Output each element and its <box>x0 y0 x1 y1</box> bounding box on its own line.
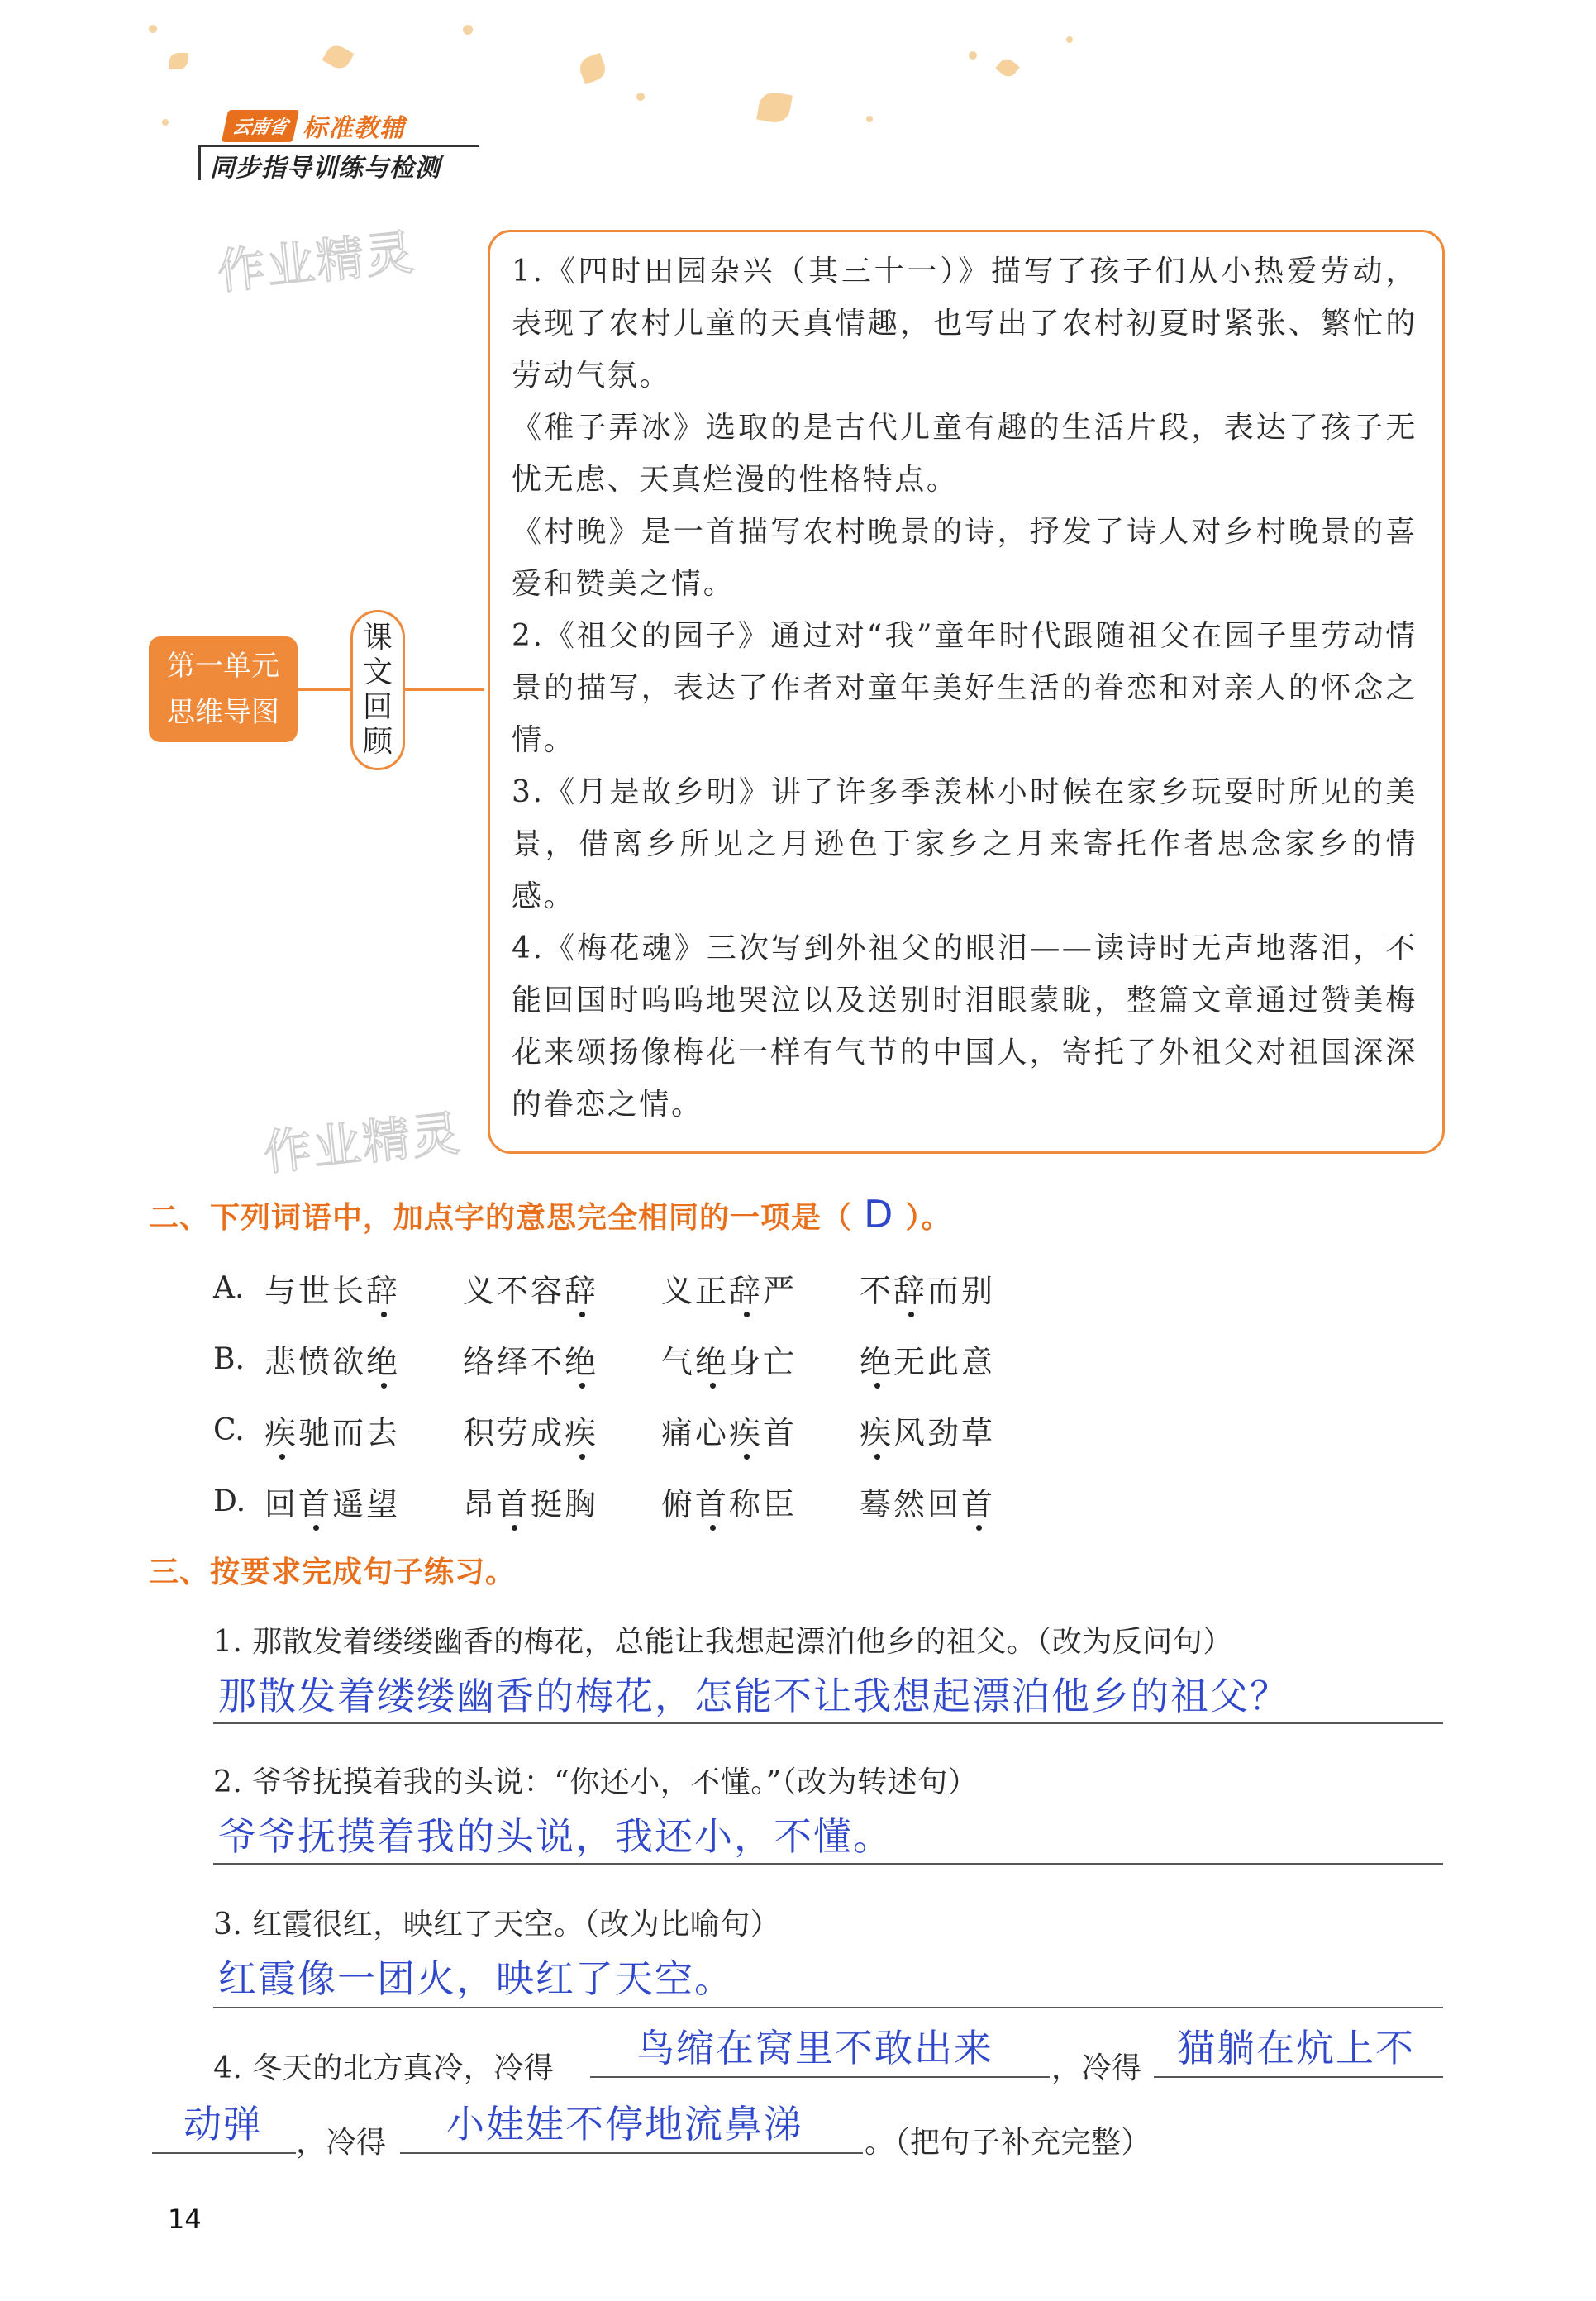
option-word <box>860 1408 1058 1453</box>
word-part: 悲愤欲 <box>264 1343 367 1380</box>
question-2: 2. 爷爷抚摸着我的头说：“你还小，不懂。”（改为转述句） <box>213 1765 979 1799</box>
option-row <box>213 1263 1058 1312</box>
answer-1: 那散发着缕缕幽香的梅花，怎能不让我想起漂泊他乡的祖父？ <box>218 1674 1289 1718</box>
dotted-character: 疾 <box>860 1408 893 1453</box>
dotted-character: 辞 <box>893 1265 927 1311</box>
option-word <box>661 1265 860 1311</box>
dotted-character: 疾 <box>565 1408 598 1453</box>
header-rule-bar <box>198 147 201 180</box>
word-part: 不 <box>860 1272 894 1309</box>
question-4-end: 。（把句子补充完整） <box>865 2126 1152 2160</box>
word-part: 昂 <box>463 1485 498 1522</box>
option-word <box>860 1479 1058 1524</box>
option-word <box>264 1336 463 1382</box>
word-part: 挺胸 <box>531 1485 599 1522</box>
blank-3-answer: 小娃娃不停地流鼻涕 <box>446 2102 803 2146</box>
section3-title: 三、按要求完成句子练习。 <box>149 1555 517 1589</box>
dotted-character: 绝 <box>695 1336 729 1382</box>
dot-decoration <box>636 93 645 101</box>
section2-title-end: ）。 <box>905 1201 952 1235</box>
dotted-character: 疾 <box>729 1408 763 1453</box>
blank-3-line <box>400 2152 863 2154</box>
word-part: 蓦然回 <box>860 1485 962 1522</box>
option-letter: B. <box>213 1341 245 1376</box>
dot-decoration <box>162 119 169 126</box>
option-word <box>661 1336 860 1382</box>
leaf-decoration <box>322 41 355 73</box>
word-part: 而别 <box>927 1272 996 1309</box>
option-letter: A. <box>213 1270 245 1305</box>
branch-char: 课 <box>362 621 393 655</box>
word-part: 身亡 <box>729 1343 798 1380</box>
section2-title-text: 二、下列词语中，加点字的意思完全相同的一项是（ <box>149 1201 853 1235</box>
option-word <box>860 1336 1058 1382</box>
answer-2: 爷爷抚摸着我的头说，我还小，不懂。 <box>218 1814 893 1859</box>
unit-title-line2: 思维导图 <box>167 696 279 729</box>
question-3: 3. 红霞很红，映红了天空。（改为比喻句） <box>213 1908 781 1941</box>
review-paragraph: 2.《祖父的园子》通过对“我”童年时代跟随祖父在园子里劳动情景的描写，表达了作者对童年美好生活的眷恋和对亲人的怀念之情。 <box>512 619 1417 757</box>
option-word <box>661 1479 860 1524</box>
question-4-mid1: ，冷得 <box>1051 2051 1142 2085</box>
page-number: 14 <box>168 2203 202 2235</box>
word-part: 积劳成 <box>463 1414 565 1451</box>
leaf-decoration <box>169 53 188 69</box>
option-word <box>264 1265 463 1311</box>
dot-decoration <box>463 25 473 35</box>
word-part: 风劲草 <box>893 1414 996 1451</box>
word-part: 回 <box>264 1485 299 1522</box>
branch-char: 回 <box>362 690 393 724</box>
question-1: 1. 那散发着缕缕幽香的梅花，总能让我想起漂泊他乡的祖父。（改为反问句） <box>213 1625 1233 1659</box>
branch-lesson-review <box>350 610 405 770</box>
option-row <box>213 1405 1058 1455</box>
blank-2-line <box>1154 2076 1443 2078</box>
dotted-character: 首 <box>961 1479 995 1524</box>
unit-mindmap-title <box>149 636 298 742</box>
option-row <box>213 1476 1058 1526</box>
review-paragraph: 4.《梅花魂》三次写到外祖父的眼泪——读诗时无声地落泪，不能回国时呜呜地哭泣以及送别时泪眼蒙眬，整篇文章通过赞美梅花来颂扬像梅花一样有气节的中国人，寄托了外祖父对祖国深深的眷恋之情。 <box>512 931 1417 1122</box>
word-part: 义不容 <box>463 1272 565 1309</box>
option-row <box>213 1334 1058 1384</box>
word-part: 无此意 <box>893 1343 996 1380</box>
dot-decoration <box>969 51 977 60</box>
dot-decoration <box>1066 36 1073 43</box>
word-part: 俯 <box>661 1485 696 1522</box>
dotted-character: 疾 <box>264 1408 298 1453</box>
leaf-decoration <box>756 90 793 125</box>
leaf-decoration <box>995 55 1020 79</box>
question-4-mid2: ，冷得 <box>296 2126 387 2160</box>
blank-2-line-cont <box>152 2152 296 2154</box>
option-word <box>860 1265 1058 1311</box>
dot-decoration <box>149 25 157 33</box>
dotted-character: 绝 <box>366 1336 400 1382</box>
brand-badge <box>225 109 405 142</box>
dotted-character: 首 <box>497 1479 531 1524</box>
answer-line-2 <box>213 1863 1443 1865</box>
lesson-review-box <box>488 230 1445 1154</box>
word-part: 络绎不 <box>463 1343 565 1380</box>
word-part: 遥望 <box>332 1485 401 1522</box>
dotted-character: 首 <box>298 1479 332 1524</box>
dotted-character: 辞 <box>366 1265 400 1311</box>
word-part: 与世长 <box>264 1272 367 1309</box>
watermark: 作业精灵 <box>260 1104 465 1182</box>
option-letter: C. <box>213 1413 245 1447</box>
word-part: 严 <box>763 1272 798 1309</box>
option-word <box>463 1265 661 1311</box>
review-paragraph: 3.《月是故乡明》讲了许多季羡林小时候在家乡玩耍时所见的美景，借离乡所见之月逊色于家乡之月来寄托作者思念家乡的情感。 <box>512 775 1417 913</box>
leaf-decoration <box>577 53 608 84</box>
dotted-character: 辞 <box>565 1265 598 1311</box>
review-paragraph: 《稚子弄冰》选取的是古代儿童有趣的生活片段，表达了孩子无忧无虑、天真烂漫的性格特点。 <box>512 411 1417 497</box>
word-part: 驰而去 <box>298 1414 401 1451</box>
connector-line <box>405 688 484 691</box>
review-paragraph: 《村晚》是一首描写农村晚景的诗，抒发了诗人对乡村晚景的喜爱和赞美之情。 <box>512 515 1417 601</box>
option-word <box>463 1408 661 1453</box>
dotted-character: 绝 <box>565 1336 598 1382</box>
unit-title-line1: 第一单元 <box>167 650 279 683</box>
option-letter: D. <box>213 1484 246 1518</box>
brand-name: 标准教辅 <box>303 114 406 143</box>
blank-1-answer: 鸟缩在窝里不敢出来 <box>636 2026 993 2070</box>
branch-char: 文 <box>362 655 393 689</box>
section2-answer: D <box>864 1192 894 1236</box>
option-word <box>661 1408 860 1453</box>
brand-tag: 云南省 <box>222 110 299 142</box>
question-4-start: 4. 冬天的北方真冷，冷得 <box>213 2051 555 2085</box>
word-part: 称臣 <box>729 1485 798 1522</box>
dotted-character: 辞 <box>729 1265 763 1311</box>
answer-line-3 <box>213 2007 1443 2008</box>
blank-2-answer: 猫躺在炕上不 <box>1177 2026 1415 2070</box>
watermark: 作业精灵 <box>214 223 418 301</box>
blank-2-answer-cont: 动弹 <box>183 2102 263 2146</box>
word-part: 义正 <box>661 1272 730 1309</box>
section2-title <box>149 1192 951 1236</box>
answer-3: 红霞像一团火，映红了天空。 <box>218 1956 734 2001</box>
answer-line-1 <box>213 1722 1443 1724</box>
option-word <box>264 1479 463 1524</box>
blank-1-line <box>590 2076 1050 2078</box>
word-part: 首 <box>763 1414 798 1451</box>
option-word <box>463 1336 661 1382</box>
connector-line <box>298 688 350 691</box>
dotted-character: 首 <box>695 1479 729 1524</box>
review-paragraph: 1.《四时田园杂兴（其三十一）》描写了孩子们从小热爱劳动，表现了农村儿童的天真情趣，也写出了农村初夏时紧张、繁忙的劳动气氛。 <box>512 255 1417 393</box>
dotted-character: 绝 <box>860 1336 893 1382</box>
dot-decoration <box>866 116 873 122</box>
series-title: 同步指导训练与检测 <box>210 154 441 183</box>
branch-char: 顾 <box>362 725 393 759</box>
option-word <box>463 1479 661 1524</box>
word-part: 气 <box>661 1343 696 1380</box>
word-part: 痛心 <box>661 1414 730 1451</box>
option-word <box>264 1408 463 1453</box>
